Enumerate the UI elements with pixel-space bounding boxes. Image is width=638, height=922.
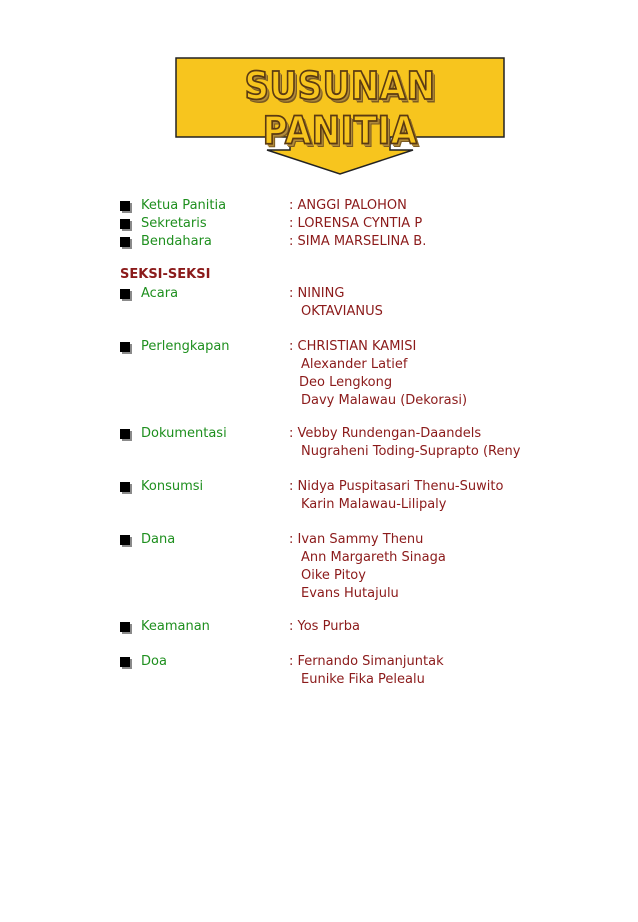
checkbox-bullet-icon <box>120 289 130 299</box>
role-value: : CHRISTIAN KAMISI <box>289 339 417 354</box>
checkbox-bullet-icon <box>120 342 130 352</box>
role-value: : LORENSA CYNTIA P <box>289 216 423 231</box>
role-value: : NINING <box>289 286 345 301</box>
checkbox-bullet-icon <box>120 657 130 667</box>
role-value: : Nidya Puspitasari Thenu-Suwito <box>289 479 504 494</box>
checkbox-bullet-icon <box>120 429 130 439</box>
checkbox-bullet-icon <box>120 219 130 229</box>
member-name: Alexander Latief <box>301 357 408 372</box>
member-name: Karin Malawau-Lilipaly <box>301 497 447 512</box>
checkbox-bullet-icon <box>120 622 130 632</box>
role-label: Dana <box>141 532 176 547</box>
checkbox-bullet-icon <box>120 482 130 492</box>
role-label: Dokumentasi <box>141 426 227 441</box>
role-value: : ANGGI PALOHON <box>289 198 407 213</box>
role-label: Bendahara <box>141 234 212 249</box>
role-label: Sekretaris <box>141 216 207 231</box>
role-value: : Vebby Rundengan-Daandels <box>289 426 482 441</box>
member-name: Oike Pitoy <box>301 568 366 583</box>
title-callout <box>175 57 505 175</box>
member-name: Evans Hutajulu <box>301 586 399 601</box>
member-name: Ann Margareth Sinaga <box>301 550 446 565</box>
role-label: Konsumsi <box>141 479 204 494</box>
role-label: Acara <box>141 286 179 301</box>
member-name: Eunike Fika Pelealu <box>301 672 425 687</box>
member-name: Davy Malawau (Dekorasi) <box>301 393 468 408</box>
member-name: Deo Lengkong <box>299 375 393 390</box>
role-value: : Yos Purba <box>289 619 360 634</box>
role-label: Doa <box>141 654 167 669</box>
member-name: OKTAVIANUS <box>301 304 383 319</box>
member-name: Nugraheni Toding-Suprapto (Reny <box>301 444 521 459</box>
role-label: Keamanan <box>141 619 210 634</box>
role-value: : SIMA MARSELINA B. <box>289 234 427 249</box>
checkbox-bullet-icon <box>120 535 130 545</box>
role-value: : Fernando Simanjuntak <box>289 654 444 669</box>
checkbox-bullet-icon <box>120 237 130 247</box>
role-value: : Ivan Sammy Thenu <box>289 532 424 547</box>
role-label: Perlengkapan <box>141 339 230 354</box>
role-label: Ketua Panitia <box>141 198 227 213</box>
page-title: SUSUNAN PANITIA <box>244 64 436 154</box>
section-heading: SEKSI-SEKSI <box>120 267 211 282</box>
checkbox-bullet-icon <box>120 201 130 211</box>
